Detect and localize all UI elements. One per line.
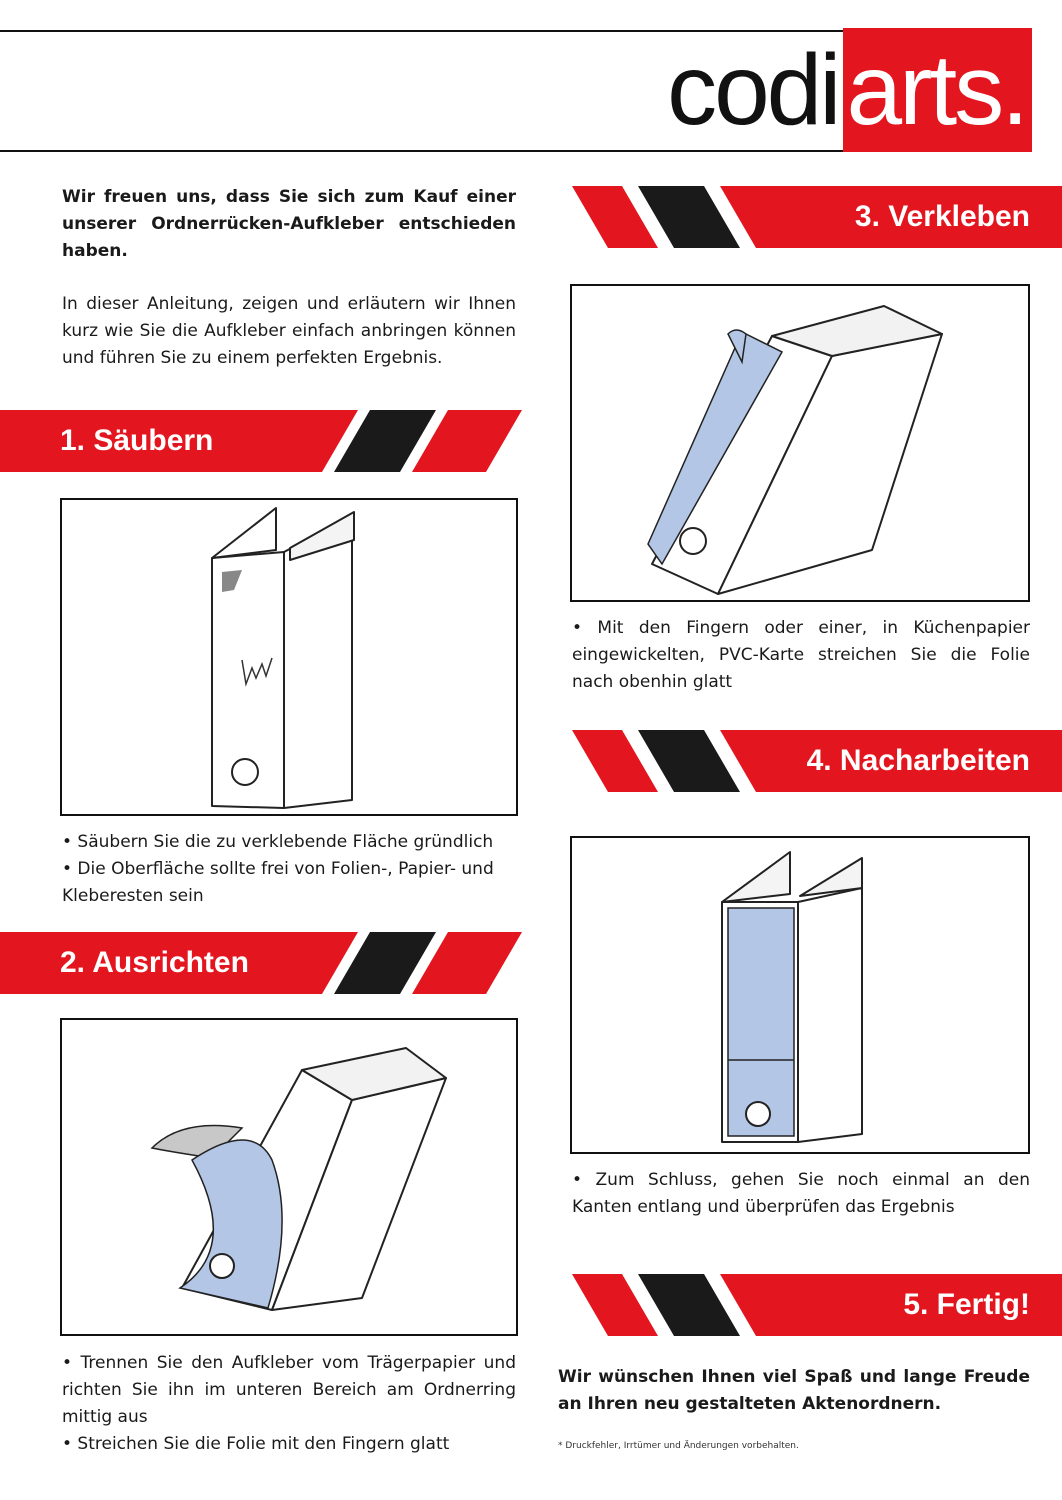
step-1-bullets: [62, 829, 516, 910]
step-3-title: 3. Verkleben: [854, 200, 1030, 233]
step-3-bullet-1: • Mit den Fingern oder einer, in Küchenpapier eingewickelten, PVC-Karte streichen Sie die Folie nach obenhin glatt: [572, 618, 1030, 692]
step-4-bullet-1: • Zum Schluss, gehen Sie noch einmal an den Kanten entlang und überprüfen das Ergebnis: [572, 1170, 1030, 1217]
step-1-illustration: [60, 498, 518, 816]
step-3-illustration: [570, 284, 1030, 602]
step-3-banner: [572, 186, 1062, 248]
step-2-bullet-2: • Streichen Sie die Folie mit den Fingern glatt: [62, 1434, 450, 1454]
step-4-bullets: [572, 1167, 1030, 1221]
step-4-banner: [572, 730, 1062, 792]
step-2-illustration: [60, 1018, 518, 1336]
step-1-bullet-1: • Säubern Sie die zu verklebende Fläche gründlich: [62, 832, 494, 852]
step-1-banner: [0, 410, 522, 472]
intro-paragraph-2: In dieser Anleitung, zeigen und erläutern wir Ihnen kurz wie Sie die Aufkleber einfach anbringen können und führen Sie zu einem perfekten Ergebnis.: [62, 294, 516, 368]
step-4-illustration: [570, 836, 1030, 1154]
step-2-banner: [0, 932, 522, 994]
step-4-title: 4. Nacharbeiten: [806, 744, 1030, 777]
step-3-bullets: [572, 615, 1030, 696]
step-2-bullet-1: • Trennen Sie den Aufkleber vom Trägerpapier und richten Sie ihn im unteren Bereich am Ordnerring mittig aus: [62, 1353, 516, 1427]
step-2-title: 2. Ausrichten: [60, 946, 249, 979]
closing-text: Wir wünschen Ihnen viel Spaß und lange Freude an Ihren neu gestalteten Aktenordnern.: [558, 1367, 1030, 1414]
logo-arts: arts.: [843, 28, 1032, 152]
step-5-title: 5. Fertig!: [903, 1288, 1030, 1321]
intro-paragraph-1: Wir freuen uns, dass Sie sich zum Kauf einer unserer Ordnerrücken-Aufkleber entschieden haben.: [62, 187, 516, 261]
step-1-bullet-2: • Die Oberfläche sollte frei von Folien-, Papier- und Kleberesten sein: [62, 859, 494, 906]
step-5-banner: [572, 1274, 1062, 1336]
codiarts-logo: [667, 28, 1032, 152]
step-1-title: 1. Säubern: [60, 424, 214, 457]
logo-codi: codi: [667, 34, 839, 146]
step-2-bullets: [62, 1350, 516, 1458]
footnote: * Druckfehler, Irrtümer und Änderungen vorbehalten.: [558, 1441, 799, 1451]
